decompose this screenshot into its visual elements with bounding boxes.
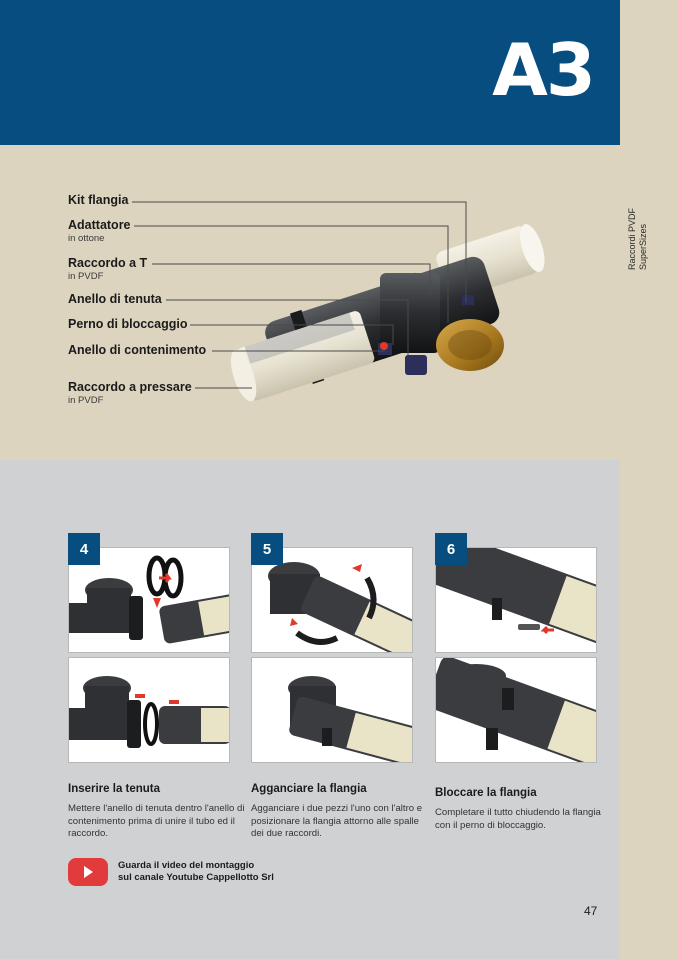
step-number: 6 [435,533,467,565]
label-title: Anello di contenimento [68,343,207,357]
step-title: Inserire la tenuta [68,783,161,795]
step-description: Agganciare i due pezzi l'uno con l'altro e posizionare la flangia attorno alle spalle dei due raccordi. [251,803,423,840]
side-strip [620,0,678,959]
step-description: Mettere l'anello di tenuta dentro l'anello di contenimento prima di unire il tubo ed il raccordo. [68,803,245,840]
label-title: Anello di tenuta [68,292,162,306]
side-label-line1: Raccordi PVDF [627,207,637,270]
step-illustration [69,658,230,763]
label-sub: in ottone [68,233,105,244]
side-label-line2: SuperSizes [638,223,648,270]
video-line2: sul canale Youtube Cappellotto Srl [118,872,274,883]
step-illustration [436,658,597,763]
header-band [0,0,620,145]
step-photo [68,657,230,763]
label-title: Perno di bloccaggio [68,317,188,331]
step-illustration [252,658,413,763]
step-photo [435,657,597,763]
exploded-diagram [0,145,620,460]
youtube-video-link[interactable] [68,858,274,886]
video-line1: Guarda il video del montaggio [118,860,255,871]
label-title: Kit flangia [68,193,129,207]
step-photo [251,657,413,763]
label-anello-tenuta [68,292,162,306]
play-triangle-icon [81,865,95,879]
step-number: 5 [251,533,283,565]
label-anello-contenimento [68,343,206,357]
page-number: 47 [584,904,598,918]
label-title: Adattatore [68,218,131,232]
step-title: Agganciare la flangia [251,783,367,795]
label-kit-flangia [68,193,128,207]
label-sub: in PVDF [68,395,104,406]
step-title: Bloccare la flangia [435,787,537,799]
step-description: Completare il tutto chiudendo la flangia con il perno di bloccaggio. [435,807,601,831]
label-sub: in PVDF [68,271,104,282]
label-perno-bloccaggio [68,317,187,331]
side-label [627,207,649,270]
step-number: 4 [68,533,100,565]
label-title: Raccordo a pressare [68,380,192,394]
label-raccordo-t [68,256,147,282]
label-title: Raccordo a T [68,256,148,270]
section-code: A3 [492,28,594,112]
label-adattatore [68,218,131,244]
label-raccordo-pressare [68,380,192,406]
youtube-play-icon[interactable] [68,858,108,886]
youtube-link-text[interactable] [118,860,274,884]
